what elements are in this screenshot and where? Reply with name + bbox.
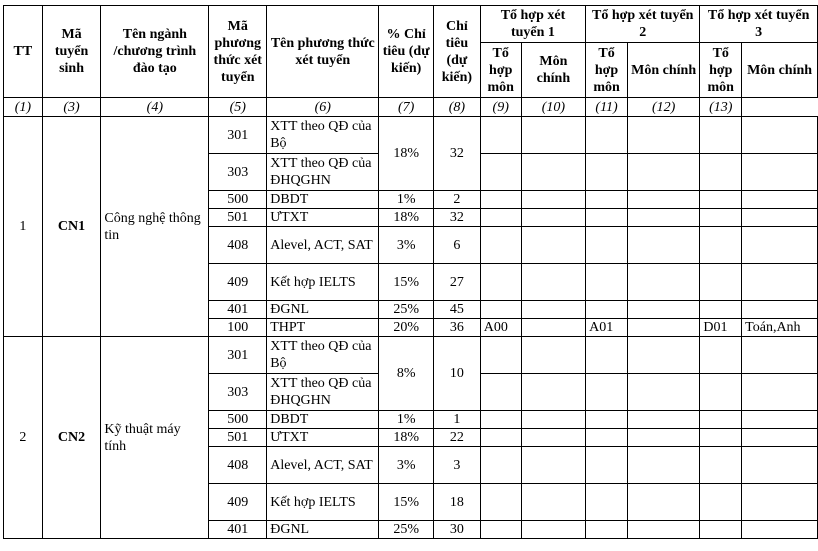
col-number: (3)	[42, 98, 101, 117]
pct-quota-cell: 18%	[379, 117, 434, 191]
to-hop-3-cell	[700, 301, 742, 319]
to-hop-3-cell	[700, 411, 742, 429]
method-name-cell: XTT theo QĐ của ĐHQGHN	[267, 374, 379, 411]
header-tt: TT	[4, 6, 43, 98]
to-hop-3-cell	[700, 227, 742, 264]
method-code-cell: 303	[209, 154, 267, 191]
row-tt: 1	[4, 117, 43, 337]
mon-chinh-2-cell	[627, 337, 699, 374]
mon-chinh-2-cell	[627, 374, 699, 411]
mon-chinh-1-cell	[521, 227, 586, 264]
method-code-cell: 500	[209, 191, 267, 209]
to-hop-2-cell	[586, 521, 628, 539]
mon-chinh-2-cell	[627, 319, 699, 337]
mon-chinh-1-cell	[521, 154, 586, 191]
pct-quota-cell: 1%	[379, 191, 434, 209]
mon-chinh-1-cell	[521, 484, 586, 521]
mon-chinh-2-cell	[627, 227, 699, 264]
pct-quota-cell: 25%	[379, 301, 434, 319]
mon-chinh-2-cell	[627, 429, 699, 447]
col-number: (11)	[586, 98, 628, 117]
to-hop-1-cell: A00	[480, 319, 521, 337]
col-number: (7)	[379, 98, 434, 117]
mon-chinh-3-cell	[742, 264, 818, 301]
to-hop-1-cell	[480, 411, 521, 429]
mon-chinh-1-cell	[521, 264, 586, 301]
quota-cell: 10	[433, 337, 480, 411]
method-code-cell: 401	[209, 521, 267, 539]
quota-cell: 32	[433, 117, 480, 191]
to-hop-1-cell	[480, 374, 521, 411]
quota-cell: 6	[433, 227, 480, 264]
pct-quota-cell: 25%	[379, 521, 434, 539]
to-hop-2-cell	[586, 429, 628, 447]
to-hop-3-cell	[700, 374, 742, 411]
method-name-cell: XTT theo QĐ của ĐHQGHN	[267, 154, 379, 191]
method-code-cell: 501	[209, 429, 267, 447]
mon-chinh-1-cell	[521, 191, 586, 209]
quota-cell: 2	[433, 191, 480, 209]
to-hop-1-cell	[480, 521, 521, 539]
mon-chinh-2-cell	[627, 301, 699, 319]
pct-quota-cell: 20%	[379, 319, 434, 337]
row-ten-nganh: Công nghệ thông tin	[101, 117, 209, 337]
quota-cell: 1	[433, 411, 480, 429]
admission-table	[3, 5, 818, 539]
header-mon-chinh-2: Môn chính	[627, 43, 699, 98]
method-code-cell: 301	[209, 117, 267, 154]
mon-chinh-2-cell	[627, 521, 699, 539]
mon-chinh-1-cell	[521, 117, 586, 154]
to-hop-2-cell	[586, 191, 628, 209]
pct-quota-cell: 18%	[379, 209, 434, 227]
column-numbering-row	[4, 98, 818, 117]
mon-chinh-1-cell	[521, 521, 586, 539]
to-hop-2-cell	[586, 117, 628, 154]
method-name-cell: Alevel, ACT, SAT	[267, 447, 379, 484]
header-to-hop-3: Tổ hợp xét tuyển 3	[700, 6, 818, 43]
col-number: (8)	[433, 98, 480, 117]
to-hop-3-cell	[700, 191, 742, 209]
admission-table-wrapper	[3, 5, 818, 539]
admission-table-body	[4, 117, 818, 539]
col-number: (6)	[267, 98, 379, 117]
to-hop-3-cell	[700, 154, 742, 191]
col-number: (4)	[101, 98, 209, 117]
mon-chinh-1-cell	[521, 319, 586, 337]
mon-chinh-3-cell	[742, 191, 818, 209]
col-number: (10)	[521, 98, 586, 117]
method-name-cell: DBDT	[267, 411, 379, 429]
mon-chinh-3-cell: Toán,Anh	[742, 319, 818, 337]
method-name-cell: THPT	[267, 319, 379, 337]
method-name-cell: ƯTXT	[267, 209, 379, 227]
method-name-cell: Alevel, ACT, SAT	[267, 227, 379, 264]
mon-chinh-3-cell	[742, 117, 818, 154]
quota-cell: 22	[433, 429, 480, 447]
method-code-cell: 301	[209, 337, 267, 374]
row-ma-tuyen-sinh: CN2	[42, 337, 101, 539]
mon-chinh-3-cell	[742, 484, 818, 521]
col-number: (13)	[700, 98, 742, 117]
pct-quota-cell: 1%	[379, 411, 434, 429]
to-hop-1-cell	[480, 154, 521, 191]
to-hop-1-cell	[480, 301, 521, 319]
to-hop-2-cell	[586, 447, 628, 484]
to-hop-1-cell	[480, 191, 521, 209]
header-to-hop-1: Tổ hợp xét tuyển 1	[480, 6, 585, 43]
mon-chinh-2-cell	[627, 264, 699, 301]
to-hop-1-cell	[480, 429, 521, 447]
to-hop-1-cell	[480, 264, 521, 301]
quota-cell: 32	[433, 209, 480, 227]
to-hop-3-cell	[700, 264, 742, 301]
to-hop-2-cell	[586, 374, 628, 411]
mon-chinh-1-cell	[521, 209, 586, 227]
method-code-cell: 409	[209, 484, 267, 521]
to-hop-2-cell	[586, 227, 628, 264]
to-hop-3-cell	[700, 429, 742, 447]
quota-cell: 30	[433, 521, 480, 539]
to-hop-2-cell: A01	[586, 319, 628, 337]
header-to-hop-mon-3: Tổ hợp môn	[700, 43, 742, 98]
mon-chinh-3-cell	[742, 227, 818, 264]
quota-cell: 3	[433, 447, 480, 484]
to-hop-1-cell	[480, 447, 521, 484]
method-name-cell: Kết hợp IELTS	[267, 264, 379, 301]
mon-chinh-2-cell	[627, 484, 699, 521]
to-hop-1-cell	[480, 209, 521, 227]
to-hop-1-cell	[480, 484, 521, 521]
mon-chinh-1-cell	[521, 447, 586, 484]
header-mon-chinh-3: Môn chính	[742, 43, 818, 98]
quota-cell: 27	[433, 264, 480, 301]
mon-chinh-3-cell	[742, 521, 818, 539]
mon-chinh-3-cell	[742, 154, 818, 191]
method-name-cell: DBDT	[267, 191, 379, 209]
mon-chinh-3-cell	[742, 374, 818, 411]
to-hop-2-cell	[586, 264, 628, 301]
mon-chinh-3-cell	[742, 429, 818, 447]
method-name-cell: ĐGNL	[267, 521, 379, 539]
quota-cell: 18	[433, 484, 480, 521]
col-number: (1)	[4, 98, 43, 117]
col-number: (5)	[209, 98, 267, 117]
pct-quota-cell: 18%	[379, 429, 434, 447]
to-hop-3-cell	[700, 484, 742, 521]
method-code-cell: 409	[209, 264, 267, 301]
row-ma-tuyen-sinh: CN1	[42, 117, 101, 337]
method-name-cell: ĐGNL	[267, 301, 379, 319]
mon-chinh-2-cell	[627, 154, 699, 191]
to-hop-3-cell	[700, 337, 742, 374]
header-to-hop-mon-1: Tổ hợp môn	[480, 43, 521, 98]
mon-chinh-2-cell	[627, 117, 699, 154]
method-code-cell: 408	[209, 447, 267, 484]
to-hop-3-cell	[700, 117, 742, 154]
mon-chinh-3-cell	[742, 447, 818, 484]
header-ma-phuong-thuc: Mã phương thức xét tuyển	[209, 6, 267, 98]
method-code-cell: 501	[209, 209, 267, 227]
method-code-cell: 408	[209, 227, 267, 264]
mon-chinh-2-cell	[627, 447, 699, 484]
to-hop-2-cell	[586, 484, 628, 521]
header-ten-phuong-thuc: Tên phương thức xét tuyển	[267, 6, 379, 98]
pct-quota-cell: 15%	[379, 264, 434, 301]
mon-chinh-3-cell	[742, 337, 818, 374]
method-name-cell: XTT theo QĐ của Bộ	[267, 337, 379, 374]
header-ten-nganh: Tên ngành /chương trình đào tạo	[101, 6, 209, 98]
pct-quota-cell: 8%	[379, 337, 434, 411]
header-to-hop-2: Tổ hợp xét tuyển 2	[586, 6, 700, 43]
to-hop-1-cell	[480, 337, 521, 374]
quota-cell: 45	[433, 301, 480, 319]
mon-chinh-2-cell	[627, 209, 699, 227]
method-code-cell: 100	[209, 319, 267, 337]
to-hop-3-cell: D01	[700, 319, 742, 337]
mon-chinh-3-cell	[742, 411, 818, 429]
mon-chinh-1-cell	[521, 411, 586, 429]
table-row	[4, 117, 818, 154]
pct-quota-cell: 3%	[379, 447, 434, 484]
mon-chinh-1-cell	[521, 301, 586, 319]
header-ma-tuyen-sinh: Mã tuyển sinh	[42, 6, 101, 98]
pct-quota-cell: 15%	[379, 484, 434, 521]
header-to-hop-mon-2: Tổ hợp môn	[586, 43, 628, 98]
method-name-cell: XTT theo QĐ của Bộ	[267, 117, 379, 154]
to-hop-3-cell	[700, 521, 742, 539]
method-name-cell: Kết hợp IELTS	[267, 484, 379, 521]
to-hop-2-cell	[586, 154, 628, 191]
to-hop-2-cell	[586, 301, 628, 319]
quota-cell: 36	[433, 319, 480, 337]
header-pct-chi-tieu: % Chỉ tiêu (dự kiến)	[379, 6, 434, 98]
col-number: (9)	[480, 98, 521, 117]
row-ten-nganh: Kỹ thuật máy tính	[101, 337, 209, 539]
mon-chinh-1-cell	[521, 337, 586, 374]
to-hop-2-cell	[586, 337, 628, 374]
method-code-cell: 500	[209, 411, 267, 429]
to-hop-3-cell	[700, 209, 742, 227]
to-hop-3-cell	[700, 447, 742, 484]
method-name-cell: ƯTXT	[267, 429, 379, 447]
to-hop-2-cell	[586, 411, 628, 429]
mon-chinh-2-cell	[627, 191, 699, 209]
mon-chinh-1-cell	[521, 374, 586, 411]
to-hop-1-cell	[480, 117, 521, 154]
table-row	[4, 337, 818, 374]
col-number: (12)	[627, 98, 699, 117]
pct-quota-cell: 3%	[379, 227, 434, 264]
to-hop-2-cell	[586, 209, 628, 227]
mon-chinh-1-cell	[521, 429, 586, 447]
to-hop-1-cell	[480, 227, 521, 264]
mon-chinh-3-cell	[742, 301, 818, 319]
header-mon-chinh-1: Môn chính	[521, 43, 586, 98]
method-code-cell: 401	[209, 301, 267, 319]
header-chi-tieu: Chỉ tiêu (dự kiến)	[433, 6, 480, 98]
mon-chinh-3-cell	[742, 209, 818, 227]
row-tt: 2	[4, 337, 43, 539]
method-code-cell: 303	[209, 374, 267, 411]
mon-chinh-2-cell	[627, 411, 699, 429]
